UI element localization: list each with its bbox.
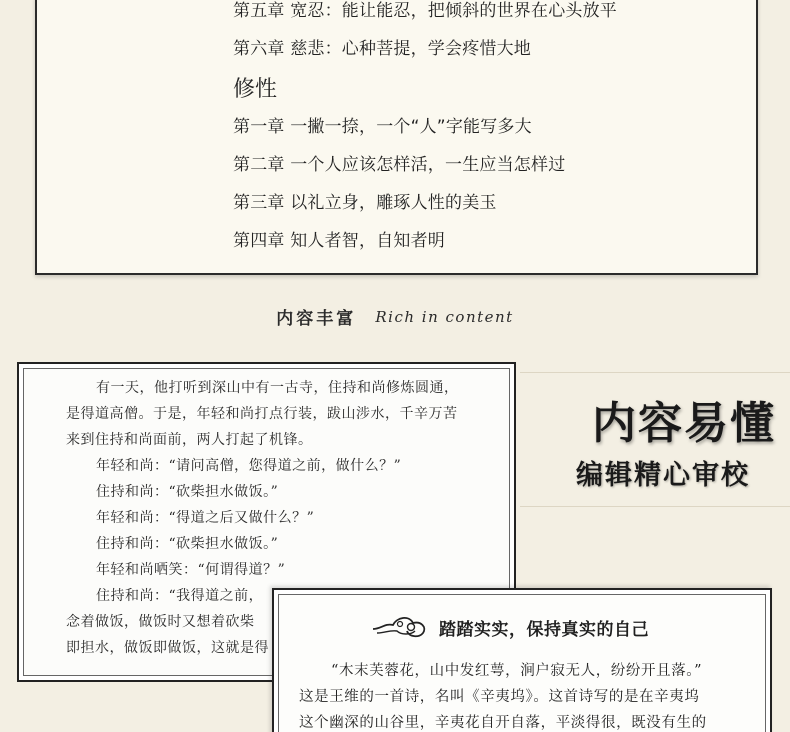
auspicious-cloud-icon [371,613,429,639]
book-page-scan-front [272,588,772,732]
toc-chapter-2: 第二章 一个人应该怎样活，一生应当怎样过 [233,155,566,175]
scan-text-line: 有一天，他打听到深山中有一古寺，住持和尚修炼圆通， [96,380,459,396]
scan-text-line: 年轻和尚：“得道之后又做什么？” [96,510,315,526]
scan-text-line: 年轻和尚哂笑：“何谓得道？” [96,562,286,578]
front-text-line: “木末芙蓉花，山中发红萼，涧户寂无人，纷纷开且落。” [331,663,703,679]
front-page-heading: 踏踏实实，保持真实的自己 [439,620,649,640]
scan-text-line: 年轻和尚：“请问高僧，您得道之前，做什么？” [96,458,402,474]
headline-subtitle: 编辑精心审校 [576,460,750,491]
banner-chinese-title: 内容丰富 [276,309,357,329]
toc-chapter-1: 第一章 一撇一捺，一个“人”字能写多大 [233,117,532,137]
front-text-line: 这个幽深的山谷里，辛夷花自开自落，平淡得很，既没有生的 [299,715,707,731]
toc-chapter-4: 第四章 知人者智，自知者明 [233,231,446,251]
scan-text-line: 来到住持和尚面前，两人打起了机锋。 [66,432,313,448]
book-page-frame [278,594,766,732]
toc-chapter-5: 第五章 宽忍：能让能忍，把倾斜的世界在心头放平 [233,1,618,21]
headline-main-title: 内容易懂 [592,398,776,449]
headline-block [520,372,790,507]
scan-text-line: 即担水，做饭即做饭，这就是得 [66,640,269,656]
section-banner [0,304,790,338]
scan-text-line: 住持和尚：“砍柴担水做饭。” [96,484,279,500]
toc-chapter-6: 第六章 慈悲：心种菩提，学会疼惜大地 [233,39,532,59]
scan-text-line: 是得道高僧。于是，年轻和尚打点行装，跋山涉水，千辛万苦 [66,406,458,422]
front-text-line: 这是王维的一首诗，名叫《辛夷坞》。这首诗写的是在辛夷坞 [299,689,700,705]
banner-english-title: Rich in content [375,307,514,326]
table-of-contents-panel [35,0,758,275]
scan-text-line: 住持和尚：“我得道之前， [96,588,264,604]
scan-text-line: 念着做饭，做饭时又想着砍柴 [66,614,255,630]
scan-text-line: 住持和尚：“砍柴担水做饭。” [96,536,279,552]
toc-chapter-3: 第三章 以礼立身，雕琢人性的美玉 [233,193,497,213]
toc-section-title: 修性 [233,77,278,102]
